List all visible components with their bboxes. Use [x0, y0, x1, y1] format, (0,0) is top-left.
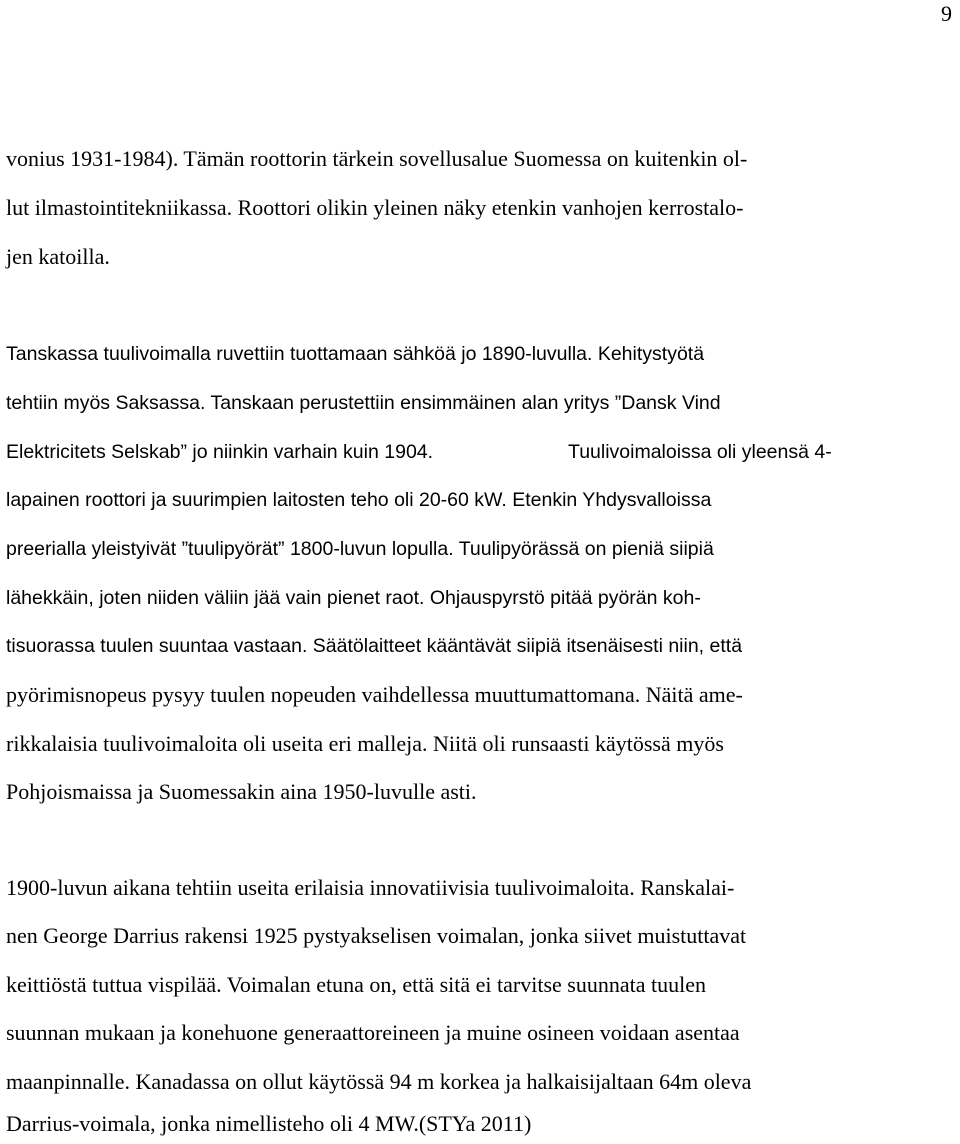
- text-line: preerialla yleistyivät ”tuulipyörät” 1800-luvun lopulla. Tuulipyörässä on pieniä siipiä: [6, 538, 714, 560]
- text-line: Tuulivoimaloissa oli yleensä 4-: [568, 441, 832, 463]
- text-line: lähekkäin, joten niiden väliin jää vain pienet raot. Ohjauspyrstö pitää pyörän koh-: [6, 587, 701, 609]
- text-line: rikkalaisia tuulivoimaloita oli useita eri malleja. Niitä oli runsaasti käytössä myös: [6, 731, 724, 756]
- text-line: 1900-luvun aikana tehtiin useita erilaisia innovatiivisia tuulivoimaloita. Ranskalai-: [6, 875, 735, 900]
- text-line: keittiöstä tuttua vispilää. Voimalan etuna on, että sitä ei tarvitse suunnata tuulen: [6, 972, 706, 997]
- text-line: lapainen roottori ja suurimpien laitosten teho oli 20-60 kW. Etenkin Yhdysvalloissa: [6, 489, 712, 511]
- text-line: suunnan mukaan ja konehuone generaattoreineen ja muine osineen voidaan asentaa: [6, 1020, 740, 1045]
- text-line: Darrius-voimala, jonka nimellisteho oli 4 MW.(STYa 2011): [6, 1111, 532, 1136]
- text-line: pyörimisnopeus pysyy tuulen nopeuden vaihdellessa muuttumattomana. Näitä ame-: [6, 682, 743, 707]
- page-number: 9: [941, 1, 952, 26]
- text-line: Pohjoismaissa ja Suomessakin aina 1950-luvulle asti.: [6, 779, 477, 804]
- text-line: tisuorassa tuulen suuntaa vastaan. Säätölaitteet kääntävät siipiä itsenäisesti niin, että: [6, 635, 743, 657]
- text-line: maanpinnalle. Kanadassa on ollut käytössä 94 m korkea ja halkaisijaltaan 64m oleva: [6, 1069, 752, 1094]
- text-line: Elektricitets Selskab” jo niinkin varhain kuin 1904.: [6, 441, 434, 463]
- text-line: vonius 1931-1984). Tämän roottorin tärkein sovellusalue Suomessa on kuitenkin ol-: [6, 146, 748, 171]
- text-line: jen katoilla.: [6, 244, 110, 269]
- text-line: nen George Darrius rakensi 1925 pystyakselisen voimalan, jonka siivet muistuttavat: [6, 923, 747, 948]
- text-line: lut ilmastointitekniikassa. Roottori olikin yleinen näky etenkin vanhojen kerrostalo-: [6, 195, 744, 220]
- text-line: tehtiin myös Saksassa. Tanskaan perustettiin ensimmäinen alan yritys ”Dansk Vind: [6, 392, 721, 414]
- text-line: Tanskassa tuulivoimalla ruvettiin tuottamaan sähköä jo 1890-luvulla. Kehitystyötä: [6, 343, 705, 365]
